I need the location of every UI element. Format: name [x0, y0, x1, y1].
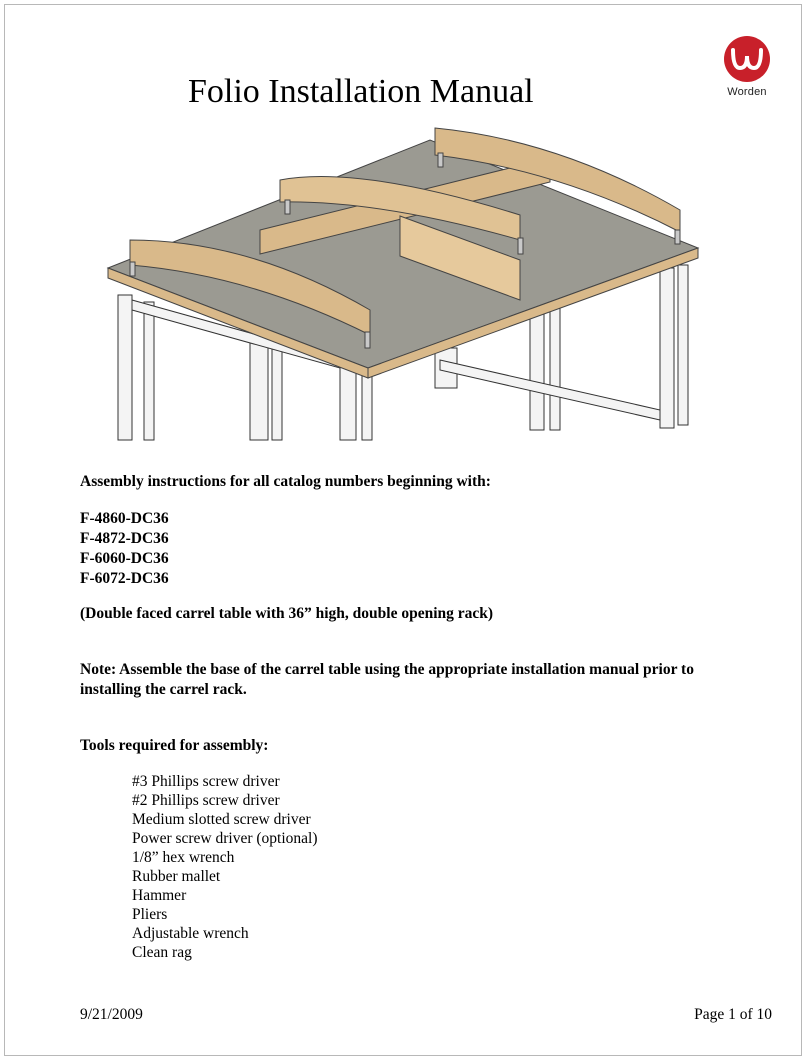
assembly-note	[80, 660, 694, 700]
assembly-heading: Assembly instructions for all catalog numbers beginning with:	[80, 473, 491, 490]
note-line: installing the carrel rack.	[80, 681, 247, 698]
carrel-table-illustration	[100, 120, 700, 450]
tool-item: Medium slotted screw driver	[132, 811, 311, 828]
tool-item: #2 Phillips screw driver	[132, 792, 280, 809]
tool-item: Power screw driver (optional)	[132, 830, 318, 847]
tools-list	[132, 772, 318, 962]
catalog-number: F-4872-DC36	[80, 530, 169, 547]
tool-item: 1/8” hex wrench	[132, 849, 235, 866]
catalog-number-list	[80, 509, 169, 589]
footer-page-number: Page 1 of 10	[694, 1006, 772, 1023]
tool-item: Clean rag	[132, 944, 192, 961]
worden-logo-icon	[724, 36, 770, 82]
worden-logo-text: Worden	[727, 86, 767, 98]
catalog-number: F-4860-DC36	[80, 510, 169, 527]
tools-heading: Tools required for assembly:	[80, 737, 269, 754]
catalog-number: F-6072-DC36	[80, 570, 169, 587]
page-title: Folio Installation Manual	[188, 73, 534, 110]
worden-logo	[718, 36, 776, 98]
tool-item: Hammer	[132, 887, 187, 904]
tool-item: Rubber mallet	[132, 868, 221, 885]
tool-item: Adjustable wrench	[132, 925, 249, 942]
tool-item: #3 Phillips screw driver	[132, 773, 280, 790]
product-description: (Double faced carrel table with 36” high, double opening rack)	[80, 605, 494, 622]
note-line: Note: Assemble the base of the carrel table using the appropriate installation manual prior to	[80, 661, 694, 678]
catalog-number: F-6060-DC36	[80, 550, 169, 567]
tool-item: Pliers	[132, 906, 168, 923]
footer-date: 9/21/2009	[80, 1006, 143, 1023]
